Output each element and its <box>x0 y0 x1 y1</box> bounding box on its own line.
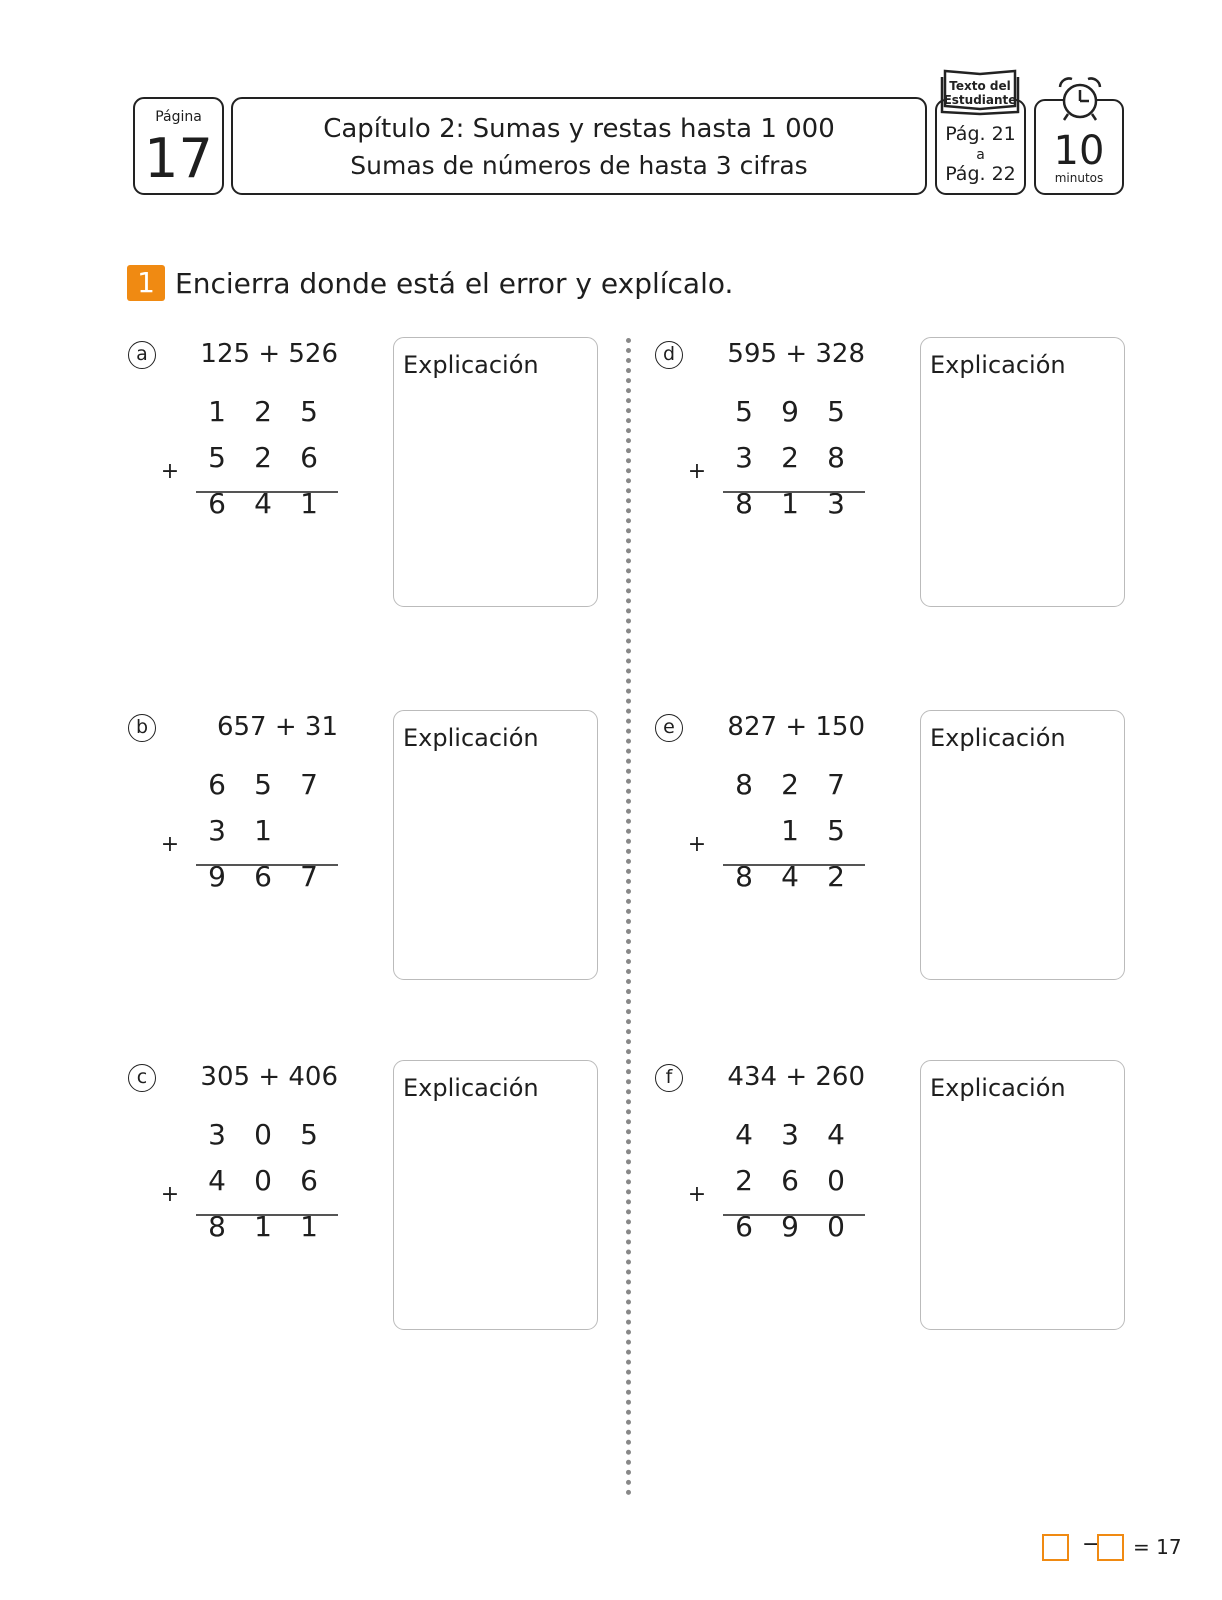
bottom-digit: 1 <box>254 814 272 847</box>
plus-sign: + <box>160 1182 180 1207</box>
alarm-clock-icon <box>1054 75 1106 125</box>
problem-e <box>655 710 1222 1010</box>
bottom-digit: 0 <box>827 1164 845 1197</box>
footer-minus: − <box>1082 1532 1101 1557</box>
bottom-digit: 6 <box>781 1164 799 1197</box>
explanation-label: Explicación <box>930 1074 1066 1102</box>
problem-letter: d <box>655 341 683 369</box>
result-digit: 6 <box>208 487 226 520</box>
bottom-digit: 6 <box>300 441 318 474</box>
problem-f <box>655 1060 1222 1360</box>
explanation-box[interactable] <box>393 710 598 980</box>
sum-line <box>196 864 338 866</box>
bottom-digit: 5 <box>827 814 845 847</box>
explanation-label: Explicación <box>403 1074 539 1102</box>
sum-line <box>723 864 865 866</box>
explanation-box[interactable] <box>920 1060 1125 1330</box>
bottom-digit: 1 <box>781 814 799 847</box>
problem-c <box>128 1060 728 1360</box>
bottom-digit: 2 <box>735 1164 753 1197</box>
top-digit: 7 <box>827 768 845 801</box>
result-digit: 7 <box>300 860 318 893</box>
chapter-title-box <box>231 97 927 195</box>
sum-line <box>723 491 865 493</box>
top-digit: 1 <box>208 395 226 428</box>
explanation-label: Explicación <box>403 351 539 379</box>
result-digit: 8 <box>208 1210 226 1243</box>
result-digit: 8 <box>735 487 753 520</box>
result-digit: 4 <box>781 860 799 893</box>
problem-b <box>128 710 728 1010</box>
footer-square-1 <box>1042 1534 1069 1561</box>
ref-from: Pág. 21 <box>945 123 1016 145</box>
result-digit: 1 <box>300 1210 318 1243</box>
problem-expression: 827 + 150 <box>727 712 865 742</box>
bottom-digit: 5 <box>208 441 226 474</box>
page-label: Página <box>155 109 202 125</box>
time-value: 10 <box>1053 128 1105 174</box>
sum-line <box>723 1214 865 1216</box>
book-icon <box>940 68 1022 116</box>
top-digit: 5 <box>735 395 753 428</box>
result-digit: 1 <box>300 487 318 520</box>
problem-letter: f <box>655 1064 683 1092</box>
problem-expression: 434 + 260 <box>727 1062 865 1092</box>
question-number: 1 <box>127 265 165 301</box>
result-digit: 1 <box>781 487 799 520</box>
explanation-label: Explicación <box>930 351 1066 379</box>
book-label-2: Estudiante <box>943 93 1017 107</box>
result-digit: 6 <box>254 860 272 893</box>
top-digit: 5 <box>254 768 272 801</box>
explanation-box[interactable] <box>920 710 1125 980</box>
top-digit: 4 <box>827 1118 845 1151</box>
problem-letter: e <box>655 714 683 742</box>
result-digit: 3 <box>827 487 845 520</box>
problem-expression: 595 + 328 <box>727 339 865 369</box>
problem-letter: a <box>128 341 156 369</box>
chapter-subtitle: Sumas de números de hasta 3 cifras <box>350 151 808 180</box>
bottom-digit: 6 <box>300 1164 318 1197</box>
top-digit: 2 <box>254 395 272 428</box>
plus-sign: + <box>160 459 180 484</box>
page-number: 17 <box>144 127 213 190</box>
explanation-label: Explicación <box>930 724 1066 752</box>
footer-equation: = 17 <box>1133 1535 1182 1559</box>
question-text: Encierra donde está el error y explícalo. <box>175 267 734 300</box>
result-digit: 9 <box>781 1210 799 1243</box>
chapter-title: Capítulo 2: Sumas y restas hasta 1 000 <box>323 114 835 144</box>
result-digit: 9 <box>208 860 226 893</box>
top-digit: 5 <box>827 395 845 428</box>
plus-sign: + <box>687 459 707 484</box>
bottom-digit: 2 <box>781 441 799 474</box>
bottom-digit: 2 <box>254 441 272 474</box>
result-digit: 1 <box>254 1210 272 1243</box>
top-digit: 5 <box>300 395 318 428</box>
book-label-1: Texto del <box>949 79 1011 93</box>
plus-sign: + <box>687 832 707 857</box>
problem-expression: 657 + 31 <box>216 712 338 742</box>
result-digit: 0 <box>827 1210 845 1243</box>
top-digit: 2 <box>781 768 799 801</box>
top-digit: 0 <box>254 1118 272 1151</box>
sum-line <box>196 491 338 493</box>
problem-letter: c <box>128 1064 156 1092</box>
result-digit: 8 <box>735 860 753 893</box>
plus-sign: + <box>687 1182 707 1207</box>
top-digit: 3 <box>208 1118 226 1151</box>
page-number-box <box>133 97 224 195</box>
top-digit: 3 <box>781 1118 799 1151</box>
ref-to: Pág. 22 <box>945 163 1016 185</box>
bottom-digit: 3 <box>208 814 226 847</box>
explanation-box[interactable] <box>920 337 1125 607</box>
bottom-digit: 3 <box>735 441 753 474</box>
explanation-box[interactable] <box>393 1060 598 1330</box>
top-digit: 4 <box>735 1118 753 1151</box>
explanation-label: Explicación <box>403 724 539 752</box>
ref-a: a <box>976 147 985 163</box>
result-digit: 4 <box>254 487 272 520</box>
top-digit: 7 <box>300 768 318 801</box>
problem-expression: 305 + 406 <box>200 1062 338 1092</box>
result-digit: 2 <box>827 860 845 893</box>
result-digit: 6 <box>735 1210 753 1243</box>
time-unit: minutos <box>1054 171 1104 185</box>
explanation-box[interactable] <box>393 337 598 607</box>
plus-sign: + <box>160 832 180 857</box>
problem-expression: 125 + 526 <box>200 339 338 369</box>
bottom-digit: 4 <box>208 1164 226 1197</box>
top-digit: 9 <box>781 395 799 428</box>
bottom-digit: 0 <box>254 1164 272 1197</box>
problem-d <box>655 337 1222 637</box>
bottom-digit: 8 <box>827 441 845 474</box>
top-digit: 5 <box>300 1118 318 1151</box>
sum-line <box>196 1214 338 1216</box>
problem-a <box>128 337 728 637</box>
top-digit: 8 <box>735 768 753 801</box>
footer-square-2 <box>1097 1534 1124 1561</box>
top-digit: 6 <box>208 768 226 801</box>
problem-letter: b <box>128 714 156 742</box>
